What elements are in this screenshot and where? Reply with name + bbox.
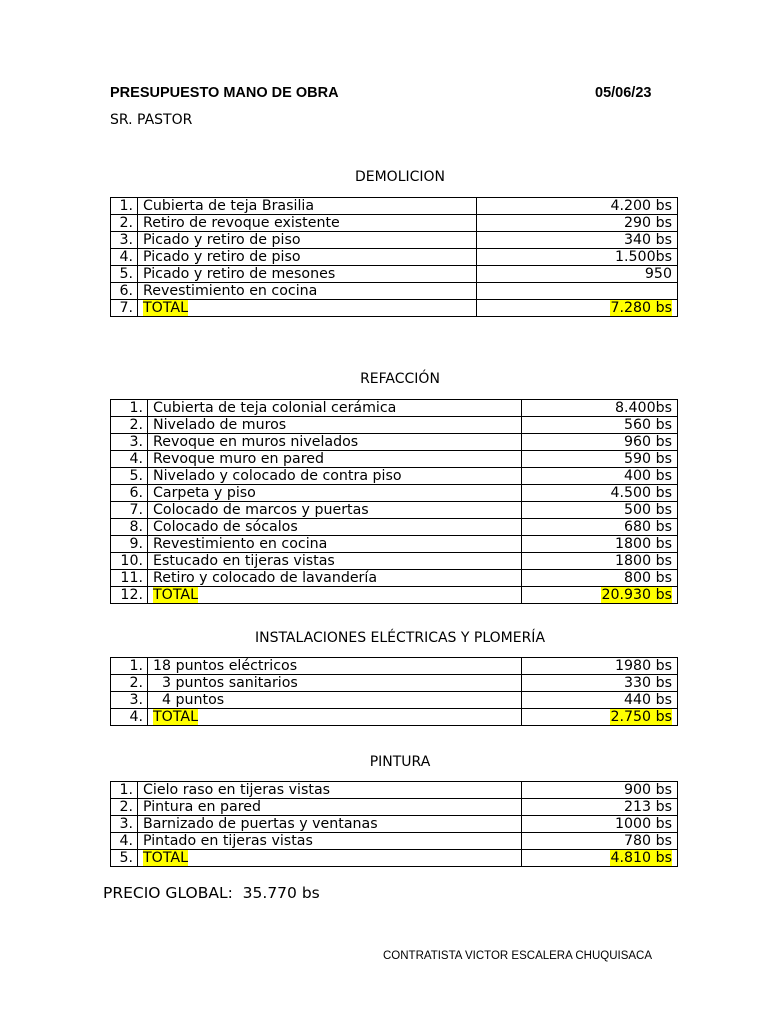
section-title-refaccion: REFACCIÓN [360,371,440,387]
row-number: 4. [111,709,148,726]
total-label: TOTAL [143,300,189,316]
table-row [111,215,678,232]
row-amount: 590 bs [522,451,678,468]
row-number: 8. [111,519,148,536]
table-row [111,799,678,816]
row-amount: 1.500bs [477,249,678,266]
total-amount: 2.750 bs [610,709,672,725]
row-amount: 500 bs [522,502,678,519]
row-number: 2. [111,215,138,232]
table-body [111,782,678,867]
table-row [111,675,678,692]
row-amount: 340 bs [477,232,678,249]
table-row [111,553,678,570]
table-row [111,833,678,850]
row-amount: 440 bs [522,692,678,709]
total-amount: 4.810 bs [610,850,672,866]
row-number: 4. [111,249,138,266]
row-number: 12. [111,587,148,604]
row-amount: 400 bs [522,468,678,485]
row-description: Pintura en pared [138,799,522,816]
row-description: Cubierta de teja Brasilia [138,198,477,215]
row-amount: 680 bs [522,519,678,536]
row-description: Picado y retiro de piso [138,232,477,249]
total-amount-cell [522,587,678,604]
total-amount: 20.930 bs [601,587,672,603]
total-label-cell [148,587,522,604]
row-description: Cielo raso en tijeras vistas [138,782,522,799]
table-row [111,502,678,519]
table-row [111,485,678,502]
table-total-row [111,300,678,317]
table-row [111,658,678,675]
table-body [111,400,678,604]
row-number: 1. [111,782,138,799]
total-amount-cell [477,300,678,317]
row-description: Revoque muro en pared [148,451,522,468]
row-description: Carpeta y piso [148,485,522,502]
row-number: 4. [111,451,148,468]
row-number: 3. [111,434,148,451]
table-row [111,434,678,451]
row-description: 4 puntos [148,692,522,709]
table-row [111,266,678,283]
table-row [111,232,678,249]
row-number: 1. [111,198,138,215]
table-row [111,451,678,468]
table-row [111,468,678,485]
row-amount: 780 bs [522,833,678,850]
row-amount: 213 bs [522,799,678,816]
row-number: 10. [111,553,148,570]
table-row [111,198,678,215]
row-number: 7. [111,502,148,519]
total-label-cell [148,709,522,726]
row-description: Colocado de marcos y puertas [148,502,522,519]
document-date: 05/06/23 [595,85,652,101]
row-description: Colocado de sócalos [148,519,522,536]
table-pintura [110,781,678,867]
row-amount: 960 bs [522,434,678,451]
section-title-pintura: PINTURA [369,754,431,770]
table-body [111,658,678,726]
table-row [111,570,678,587]
section-title-instalaciones: INSTALACIONES ELÉCTRICAS Y PLOMERÍA [254,630,546,646]
document-title: PRESUPUESTO MANO DE OBRA [110,85,339,101]
row-amount: 800 bs [522,570,678,587]
table-total-row [111,709,678,726]
row-description: Cubierta de teja colonial cerámica [148,400,522,417]
contractor-signature: CONTRATISTA VICTOR ESCALERA CHUQUISACA [383,950,653,962]
row-amount [477,283,678,300]
row-description: Revestimiento en cocina [148,536,522,553]
table-row [111,782,678,799]
row-number: 7. [111,300,138,317]
row-number: 4. [111,833,138,850]
row-number: 5. [111,266,138,283]
row-amount: 950 [477,266,678,283]
row-description: Retiro y colocado de lavandería [148,570,522,587]
row-number: 2. [111,799,138,816]
row-description: Revestimiento en cocina [138,283,477,300]
table-body [111,198,678,317]
row-amount: 4.500 bs [522,485,678,502]
table-row [111,249,678,266]
row-number: 9. [111,536,148,553]
table-row [111,816,678,833]
row-number: 6. [111,485,148,502]
row-amount: 330 bs [522,675,678,692]
row-number: 1. [111,400,148,417]
total-label: TOTAL [153,709,199,725]
table-row [111,536,678,553]
table-row [111,692,678,709]
row-number: 3. [111,692,148,709]
total-label: TOTAL [153,587,199,603]
row-number: 6. [111,283,138,300]
total-amount-cell [522,850,678,867]
table-demolicion [110,197,678,317]
row-amount: 1800 bs [522,553,678,570]
row-amount: 4.200 bs [477,198,678,215]
row-amount: 1980 bs [522,658,678,675]
table-row [111,400,678,417]
row-number: 5. [111,850,138,867]
row-number: 2. [111,675,148,692]
table-instalaciones [110,657,678,726]
row-description: 18 puntos eléctricos [148,658,522,675]
table-row [111,283,678,300]
row-description: 3 puntos sanitarios [148,675,522,692]
section-title-demolicion: DEMOLICION [354,169,446,185]
table-row [111,417,678,434]
client-name: SR. PASTOR [110,112,193,128]
total-label-cell [138,300,477,317]
row-amount: 290 bs [477,215,678,232]
row-description: Pintado en tijeras vistas [138,833,522,850]
row-amount: 1000 bs [522,816,678,833]
row-description: Picado y retiro de mesones [138,266,477,283]
row-description: Retiro de revoque existente [138,215,477,232]
row-number: 2. [111,417,148,434]
row-amount: 8.400bs [522,400,678,417]
total-label-cell [138,850,522,867]
table-refaccion [110,399,678,604]
row-number: 11. [111,570,148,587]
row-amount: 900 bs [522,782,678,799]
row-description: Picado y retiro de piso [138,249,477,266]
row-description: Estucado en tijeras vistas [148,553,522,570]
total-amount: 7.280 bs [610,300,672,316]
row-amount: 560 bs [522,417,678,434]
total-label: TOTAL [143,850,189,866]
row-description: Barnizado de puertas y ventanas [138,816,522,833]
row-number: 1. [111,658,148,675]
row-number: 5. [111,468,148,485]
row-amount: 1800 bs [522,536,678,553]
row-number: 3. [111,232,138,249]
total-amount-cell [522,709,678,726]
global-price: PRECIO GLOBAL: 35.770 bs [103,884,320,902]
table-row [111,519,678,536]
table-total-row [111,850,678,867]
row-description: Nivelado de muros [148,417,522,434]
table-total-row [111,587,678,604]
row-description: Revoque en muros nivelados [148,434,522,451]
row-description: Nivelado y colocado de contra piso [148,468,522,485]
row-number: 3. [111,816,138,833]
